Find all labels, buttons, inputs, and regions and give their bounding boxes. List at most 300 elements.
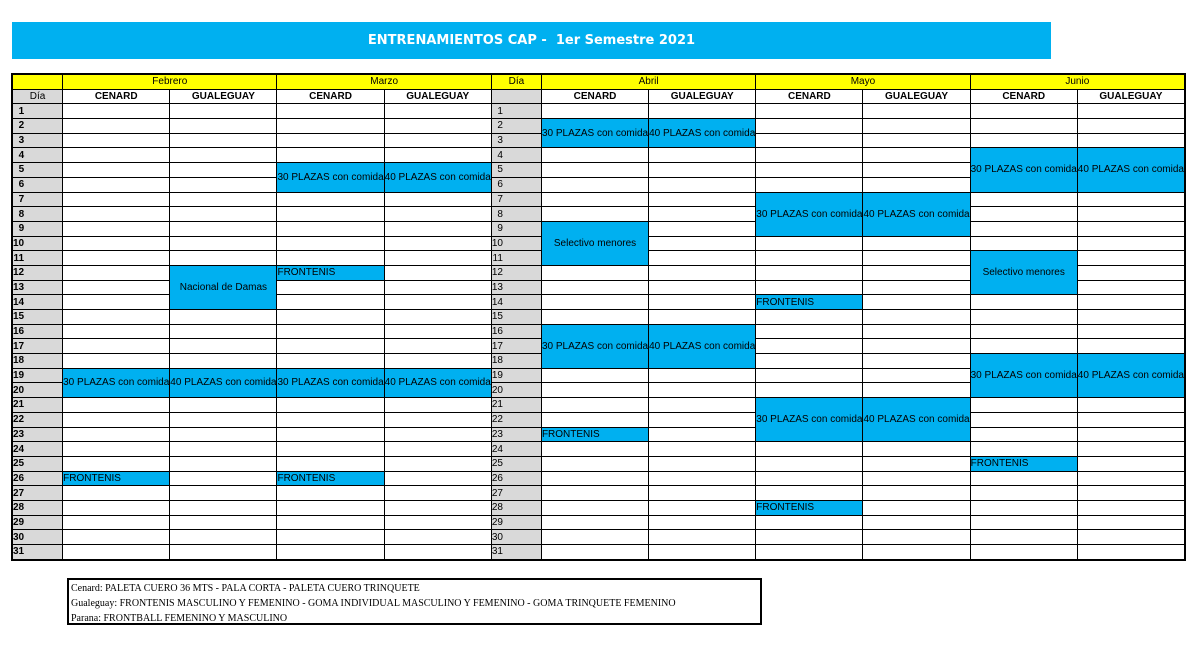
empty-cell xyxy=(170,192,277,207)
table-row xyxy=(12,500,1185,515)
table-row xyxy=(12,398,1185,413)
empty-cell xyxy=(541,471,648,486)
empty-cell xyxy=(1077,295,1185,310)
empty-cell xyxy=(756,486,863,501)
empty-cell xyxy=(63,324,170,339)
empty-cell xyxy=(277,207,384,222)
empty-cell xyxy=(170,456,277,471)
day-number-left: 8 xyxy=(12,207,63,222)
day-number-left: 31 xyxy=(12,545,63,560)
empty-cell xyxy=(541,398,648,413)
day-number-mid: 31 xyxy=(491,545,541,560)
day-number-left: 11 xyxy=(12,251,63,266)
event-cell-plazas30: 30 PLAZAS con comida xyxy=(756,398,863,442)
day-number-left: 18 xyxy=(12,354,63,369)
day-number-left: 15 xyxy=(12,310,63,325)
empty-cell xyxy=(756,119,863,134)
table-row xyxy=(12,104,1185,119)
empty-cell xyxy=(63,221,170,236)
empty-cell xyxy=(170,500,277,515)
legend-box xyxy=(67,578,762,625)
table-row xyxy=(12,545,1185,560)
empty-cell xyxy=(863,368,970,383)
empty-cell xyxy=(170,427,277,442)
empty-cell xyxy=(649,177,756,192)
empty-cell xyxy=(649,398,756,413)
empty-cell xyxy=(756,251,863,266)
empty-cell xyxy=(63,500,170,515)
empty-cell xyxy=(277,515,384,530)
day-number-mid: 2 xyxy=(491,119,541,134)
empty-cell xyxy=(1077,324,1185,339)
event-cell-plazas30: 30 PLAZAS con comida xyxy=(277,163,384,192)
table-row xyxy=(12,471,1185,486)
event-cell-plazas30: 30 PLAZAS con comida xyxy=(277,368,384,397)
empty-cell xyxy=(384,236,491,251)
empty-cell xyxy=(863,324,970,339)
empty-cell xyxy=(756,368,863,383)
empty-cell xyxy=(970,207,1077,222)
empty-cell xyxy=(541,442,648,457)
day-number-mid: 13 xyxy=(491,280,541,295)
empty-cell xyxy=(541,383,648,398)
day-number-mid: 11 xyxy=(491,251,541,266)
event-cell-frontenis: FRONTENIS xyxy=(63,471,170,486)
empty-cell xyxy=(649,251,756,266)
event-cell-selectivo: Selectivo menores xyxy=(970,251,1077,295)
day-number-left: 25 xyxy=(12,456,63,471)
empty-cell xyxy=(1077,500,1185,515)
empty-cell xyxy=(277,324,384,339)
empty-cell xyxy=(863,530,970,545)
empty-cell xyxy=(863,339,970,354)
event-cell-plazas40: 40 PLAZAS con comida xyxy=(649,119,756,148)
empty-cell xyxy=(1077,236,1185,251)
corner-cell xyxy=(12,74,63,89)
event-cell-plazas40: 40 PLAZAS con comida xyxy=(170,368,277,397)
empty-cell xyxy=(170,104,277,119)
event-cell-plazas30: 30 PLAZAS con comida xyxy=(541,324,648,368)
day-column-header-mid-blank xyxy=(491,89,541,104)
empty-cell xyxy=(970,530,1077,545)
table-row xyxy=(12,148,1185,163)
empty-cell xyxy=(970,133,1077,148)
empty-cell xyxy=(277,104,384,119)
empty-cell xyxy=(63,192,170,207)
empty-cell xyxy=(170,119,277,134)
day-number-left: 30 xyxy=(12,530,63,545)
empty-cell xyxy=(863,471,970,486)
empty-cell xyxy=(1077,545,1185,560)
empty-cell xyxy=(170,339,277,354)
schedule-table-container xyxy=(11,73,1186,561)
empty-cell xyxy=(756,442,863,457)
empty-cell xyxy=(1077,398,1185,413)
empty-cell xyxy=(1077,207,1185,222)
empty-cell xyxy=(63,412,170,427)
day-number-left: 20 xyxy=(12,383,63,398)
empty-cell xyxy=(63,515,170,530)
event-cell-frontenis: FRONTENIS xyxy=(277,471,384,486)
empty-cell xyxy=(970,545,1077,560)
empty-cell xyxy=(384,133,491,148)
empty-cell xyxy=(863,486,970,501)
empty-cell xyxy=(1077,310,1185,325)
day-number-mid: 30 xyxy=(491,530,541,545)
empty-cell xyxy=(277,486,384,501)
empty-cell xyxy=(863,119,970,134)
empty-cell xyxy=(170,133,277,148)
empty-cell xyxy=(863,280,970,295)
empty-cell xyxy=(63,398,170,413)
empty-cell xyxy=(649,486,756,501)
day-number-left: 14 xyxy=(12,295,63,310)
empty-cell xyxy=(277,412,384,427)
empty-cell xyxy=(649,545,756,560)
empty-cell xyxy=(1077,486,1185,501)
empty-cell xyxy=(649,456,756,471)
empty-cell xyxy=(863,442,970,457)
empty-cell xyxy=(970,486,1077,501)
day-number-left: 27 xyxy=(12,486,63,501)
empty-cell xyxy=(1077,471,1185,486)
table-row xyxy=(12,515,1185,530)
legend-line-cenard: Cenard: PALETA CUERO 36 MTS - PALA CORTA - PALETA CUERO TRINQUETE xyxy=(71,583,420,594)
empty-cell xyxy=(384,280,491,295)
event-cell-plazas40: 40 PLAZAS con comida xyxy=(863,192,970,236)
empty-cell xyxy=(649,310,756,325)
empty-cell xyxy=(756,177,863,192)
empty-cell xyxy=(384,515,491,530)
empty-cell xyxy=(170,324,277,339)
empty-cell xyxy=(756,339,863,354)
empty-cell xyxy=(649,148,756,163)
empty-cell xyxy=(863,163,970,178)
empty-cell xyxy=(277,192,384,207)
empty-cell xyxy=(541,265,648,280)
empty-cell xyxy=(384,427,491,442)
table-row xyxy=(12,427,1185,442)
empty-cell xyxy=(756,133,863,148)
empty-cell xyxy=(384,221,491,236)
day-number-mid: 28 xyxy=(491,500,541,515)
event-cell-plazas40: 40 PLAZAS con comida xyxy=(649,324,756,368)
empty-cell xyxy=(863,148,970,163)
empty-cell xyxy=(170,221,277,236)
empty-cell xyxy=(970,119,1077,134)
empty-cell xyxy=(384,295,491,310)
empty-cell xyxy=(541,310,648,325)
day-number-left: 22 xyxy=(12,412,63,427)
empty-cell xyxy=(277,310,384,325)
empty-cell xyxy=(277,354,384,369)
table-row xyxy=(12,486,1185,501)
empty-cell xyxy=(63,104,170,119)
empty-cell xyxy=(170,412,277,427)
empty-cell xyxy=(384,398,491,413)
empty-cell xyxy=(384,324,491,339)
table-row xyxy=(12,324,1185,339)
event-cell-frontenis: FRONTENIS xyxy=(756,500,863,515)
empty-cell xyxy=(277,500,384,515)
empty-cell xyxy=(863,251,970,266)
empty-cell xyxy=(277,221,384,236)
day-number-mid: 25 xyxy=(491,456,541,471)
empty-cell xyxy=(277,456,384,471)
empty-cell xyxy=(541,295,648,310)
table-row xyxy=(12,192,1185,207)
place-header-cenard: CENARD xyxy=(970,89,1077,104)
day-number-mid: 21 xyxy=(491,398,541,413)
empty-cell xyxy=(970,471,1077,486)
event-cell-plazas30: 30 PLAZAS con comida xyxy=(63,368,170,397)
empty-cell xyxy=(1077,339,1185,354)
empty-cell xyxy=(756,280,863,295)
empty-cell xyxy=(277,148,384,163)
event-cell-frontenis: FRONTENIS xyxy=(277,265,384,280)
day-number-mid: 18 xyxy=(491,354,541,369)
event-cell-nacional: Nacional de Damas xyxy=(170,265,277,309)
event-cell-plazas40: 40 PLAZAS con comida xyxy=(1077,148,1185,192)
empty-cell xyxy=(277,251,384,266)
empty-cell xyxy=(170,163,277,178)
empty-cell xyxy=(970,412,1077,427)
empty-cell xyxy=(756,236,863,251)
empty-cell xyxy=(384,354,491,369)
empty-cell xyxy=(170,177,277,192)
empty-cell xyxy=(1077,442,1185,457)
empty-cell xyxy=(277,442,384,457)
empty-cell xyxy=(649,530,756,545)
empty-cell xyxy=(1077,412,1185,427)
empty-cell xyxy=(63,236,170,251)
month-header-row xyxy=(12,74,1185,89)
empty-cell xyxy=(649,383,756,398)
day-column-header: Día xyxy=(491,74,541,89)
empty-cell xyxy=(541,530,648,545)
empty-cell xyxy=(63,295,170,310)
empty-cell xyxy=(541,104,648,119)
empty-cell xyxy=(170,530,277,545)
empty-cell xyxy=(63,133,170,148)
empty-cell xyxy=(1077,119,1185,134)
empty-cell xyxy=(541,515,648,530)
month-header-marzo: Marzo xyxy=(277,74,491,89)
day-number-left: 24 xyxy=(12,442,63,457)
day-column-header-left: Día xyxy=(12,89,63,104)
empty-cell xyxy=(756,545,863,560)
empty-cell xyxy=(63,207,170,222)
empty-cell xyxy=(170,471,277,486)
event-cell-plazas40: 40 PLAZAS con comida xyxy=(1077,354,1185,398)
empty-cell xyxy=(863,295,970,310)
empty-cell xyxy=(1077,515,1185,530)
empty-cell xyxy=(1077,251,1185,266)
empty-cell xyxy=(384,471,491,486)
empty-cell xyxy=(756,515,863,530)
empty-cell xyxy=(384,456,491,471)
event-cell-frontenis: FRONTENIS xyxy=(756,295,863,310)
place-header-cenard: CENARD xyxy=(277,89,384,104)
empty-cell xyxy=(63,427,170,442)
empty-cell xyxy=(170,398,277,413)
empty-cell xyxy=(63,177,170,192)
place-header-gualeguay: GUALEGUAY xyxy=(863,89,970,104)
empty-cell xyxy=(1077,427,1185,442)
empty-cell xyxy=(541,192,648,207)
empty-cell xyxy=(756,530,863,545)
day-number-mid: 29 xyxy=(491,515,541,530)
day-number-mid: 1 xyxy=(491,104,541,119)
empty-cell xyxy=(384,251,491,266)
empty-cell xyxy=(756,383,863,398)
day-number-mid: 23 xyxy=(491,427,541,442)
day-number-mid: 19 xyxy=(491,368,541,383)
event-cell-plazas40: 40 PLAZAS con comida xyxy=(384,163,491,192)
empty-cell xyxy=(277,236,384,251)
day-number-mid: 24 xyxy=(491,442,541,457)
empty-cell xyxy=(63,251,170,266)
empty-cell xyxy=(170,207,277,222)
empty-cell xyxy=(170,236,277,251)
place-header-row xyxy=(12,89,1185,104)
empty-cell xyxy=(541,412,648,427)
empty-cell xyxy=(1077,265,1185,280)
empty-cell xyxy=(970,427,1077,442)
empty-cell xyxy=(863,383,970,398)
day-number-left: 5 xyxy=(12,163,63,178)
empty-cell xyxy=(756,104,863,119)
event-cell-frontenis: FRONTENIS xyxy=(970,456,1077,471)
day-number-mid: 22 xyxy=(491,412,541,427)
empty-cell xyxy=(63,442,170,457)
table-row xyxy=(12,530,1185,545)
empty-cell xyxy=(863,545,970,560)
empty-cell xyxy=(63,339,170,354)
table-row xyxy=(12,207,1185,222)
empty-cell xyxy=(541,368,648,383)
day-number-left: 12 xyxy=(12,265,63,280)
day-number-left: 6 xyxy=(12,177,63,192)
day-number-left: 17 xyxy=(12,339,63,354)
empty-cell xyxy=(863,500,970,515)
empty-cell xyxy=(756,310,863,325)
empty-cell xyxy=(541,456,648,471)
empty-cell xyxy=(63,280,170,295)
event-cell-plazas30: 30 PLAZAS con comida xyxy=(541,119,648,148)
empty-cell xyxy=(384,412,491,427)
empty-cell xyxy=(649,515,756,530)
empty-cell xyxy=(649,471,756,486)
empty-cell xyxy=(384,310,491,325)
empty-cell xyxy=(863,133,970,148)
day-number-mid: 4 xyxy=(491,148,541,163)
empty-cell xyxy=(649,163,756,178)
empty-cell xyxy=(649,442,756,457)
empty-cell xyxy=(1077,192,1185,207)
empty-cell xyxy=(170,545,277,560)
empty-cell xyxy=(970,192,1077,207)
day-number-left: 1 xyxy=(12,104,63,119)
empty-cell xyxy=(756,354,863,369)
empty-cell xyxy=(384,104,491,119)
day-number-mid: 7 xyxy=(491,192,541,207)
event-cell-plazas40: 40 PLAZAS con comida xyxy=(384,368,491,397)
empty-cell xyxy=(649,427,756,442)
empty-cell xyxy=(970,310,1077,325)
event-cell-selectivo: Selectivo menores xyxy=(541,221,648,265)
empty-cell xyxy=(649,368,756,383)
empty-cell xyxy=(970,221,1077,236)
empty-cell xyxy=(1077,456,1185,471)
day-number-left: 7 xyxy=(12,192,63,207)
empty-cell xyxy=(863,236,970,251)
empty-cell xyxy=(756,471,863,486)
day-number-left: 29 xyxy=(12,515,63,530)
place-header-gualeguay: GUALEGUAY xyxy=(1077,89,1185,104)
table-row xyxy=(12,119,1185,134)
empty-cell xyxy=(1077,133,1185,148)
empty-cell xyxy=(63,486,170,501)
empty-cell xyxy=(384,486,491,501)
day-number-mid: 8 xyxy=(491,207,541,222)
table-row xyxy=(12,442,1185,457)
empty-cell xyxy=(1077,221,1185,236)
table-row xyxy=(12,310,1185,325)
empty-cell xyxy=(384,192,491,207)
empty-cell xyxy=(863,515,970,530)
empty-cell xyxy=(541,500,648,515)
empty-cell xyxy=(277,545,384,560)
empty-cell xyxy=(170,251,277,266)
empty-cell xyxy=(384,148,491,163)
empty-cell xyxy=(277,295,384,310)
empty-cell xyxy=(1077,280,1185,295)
place-header-gualeguay: GUALEGUAY xyxy=(170,89,277,104)
day-number-left: 16 xyxy=(12,324,63,339)
empty-cell xyxy=(63,119,170,134)
event-cell-plazas30: 30 PLAZAS con comida xyxy=(756,192,863,236)
empty-cell xyxy=(170,442,277,457)
empty-cell xyxy=(63,163,170,178)
day-number-mid: 3 xyxy=(491,133,541,148)
day-number-mid: 9 xyxy=(491,221,541,236)
place-header-gualeguay: GUALEGUAY xyxy=(384,89,491,104)
empty-cell xyxy=(970,339,1077,354)
day-number-mid: 15 xyxy=(491,310,541,325)
event-cell-plazas40: 40 PLAZAS con comida xyxy=(863,398,970,442)
empty-cell xyxy=(756,324,863,339)
empty-cell xyxy=(649,192,756,207)
empty-cell xyxy=(541,545,648,560)
empty-cell xyxy=(384,339,491,354)
day-number-mid: 10 xyxy=(491,236,541,251)
empty-cell xyxy=(384,265,491,280)
table-row xyxy=(12,456,1185,471)
day-number-mid: 5 xyxy=(491,163,541,178)
empty-cell xyxy=(541,280,648,295)
empty-cell xyxy=(970,236,1077,251)
empty-cell xyxy=(384,530,491,545)
empty-cell xyxy=(970,104,1077,119)
day-number-mid: 14 xyxy=(491,295,541,310)
empty-cell xyxy=(756,148,863,163)
day-number-left: 23 xyxy=(12,427,63,442)
day-number-left: 28 xyxy=(12,500,63,515)
empty-cell xyxy=(863,354,970,369)
empty-cell xyxy=(649,207,756,222)
empty-cell xyxy=(1077,104,1185,119)
